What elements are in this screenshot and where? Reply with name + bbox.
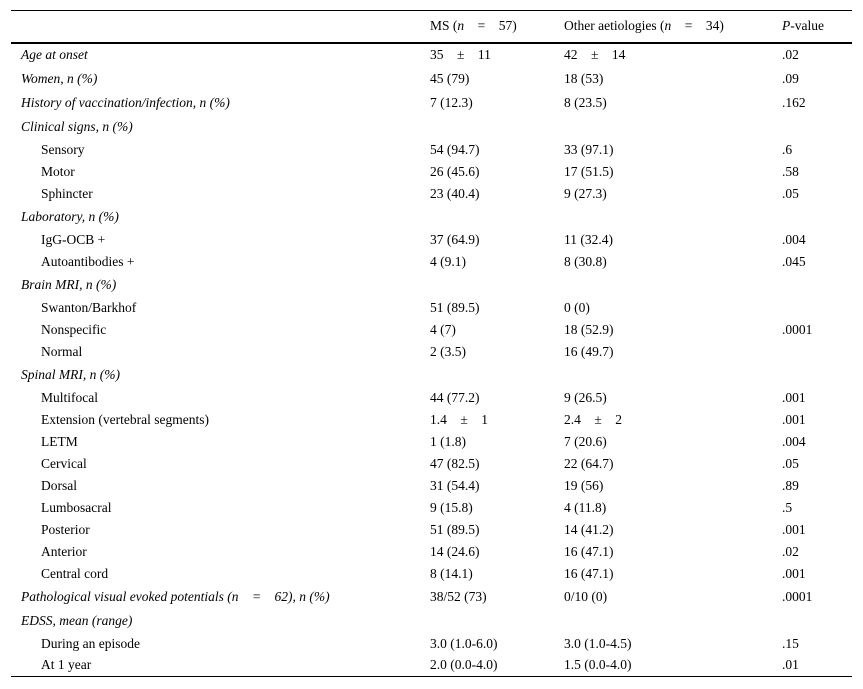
row-label: Multifocal <box>41 389 98 405</box>
p-value <box>771 297 852 319</box>
p-value: .004 <box>782 433 806 449</box>
header-other <box>553 11 771 43</box>
table-row <box>11 251 852 273</box>
ms-value: 31 (54.4) <box>430 477 480 493</box>
ms-value <box>419 115 553 139</box>
ms-value: 47 (82.5) <box>430 455 480 471</box>
ms-value: 4 (9.1) <box>430 253 466 269</box>
ms-value: 51 (89.5) <box>430 521 480 537</box>
p-value: .001 <box>782 565 806 581</box>
row-label: Lumbosacral <box>41 499 112 515</box>
table-row <box>11 183 852 205</box>
header-variable <box>11 11 419 43</box>
p-value: .15 <box>782 635 799 651</box>
header-ms-prefix: MS ( <box>430 18 458 34</box>
ms-value: 51 (89.5) <box>430 299 480 315</box>
p-value <box>771 273 852 297</box>
ms-value: 2.0 (0.0-4.0) <box>419 655 553 677</box>
row-label: Sphincter <box>41 185 93 201</box>
table-row <box>11 563 852 585</box>
table-row <box>11 319 852 341</box>
table-row <box>11 229 852 251</box>
ms-value: 23 (40.4) <box>430 185 480 201</box>
ms-value <box>419 609 553 633</box>
table-row <box>11 519 852 541</box>
row-label: During an episode <box>41 635 140 651</box>
p-value <box>771 609 852 633</box>
row-label: Motor <box>41 163 75 179</box>
table-section-row <box>11 43 852 67</box>
ms-value: 54 (94.7) <box>430 141 480 157</box>
other-value: 0/10 (0) <box>564 588 608 604</box>
p-value: .58 <box>782 163 799 179</box>
p-value: .001 <box>782 411 806 427</box>
other-value: 33 (97.1) <box>564 141 614 157</box>
table-section-row <box>11 205 852 229</box>
row-label-section: Pathological visual evoked potentials (n = 62), n (%) <box>21 588 330 604</box>
header-ms-var: n <box>457 18 465 34</box>
ms-value: 26 (45.6) <box>430 163 480 179</box>
ms-value: 14 (24.6) <box>430 543 480 559</box>
other-value: 9 (27.3) <box>564 185 607 201</box>
table-row <box>11 541 852 563</box>
p-value: .162 <box>782 94 806 110</box>
other-value: 9 (26.5) <box>564 389 607 405</box>
row-label-section: Laboratory, n (%) <box>21 208 119 224</box>
p-value: .02 <box>782 47 799 62</box>
table-row <box>11 139 852 161</box>
table-section-row <box>11 67 852 91</box>
row-label: Anterior <box>41 543 87 559</box>
ms-value: 44 (77.2) <box>430 389 480 405</box>
p-value <box>771 363 852 387</box>
other-value <box>553 273 771 297</box>
row-label: Extension (vertebral segments) <box>41 411 209 427</box>
other-value: 2.4 ± 2 <box>564 411 623 427</box>
other-value: 17 (51.5) <box>564 163 614 179</box>
row-label: IgG-OCB + <box>41 231 106 247</box>
table-section-row <box>11 273 852 297</box>
table-section-row <box>11 585 852 609</box>
ms-value: 38/52 (73) <box>430 588 487 604</box>
ms-value: 7 (12.3) <box>430 94 473 110</box>
table-row <box>11 453 852 475</box>
table-section-row <box>11 609 852 633</box>
ms-value: 37 (64.9) <box>430 231 480 247</box>
table-row <box>11 161 852 183</box>
row-label: Dorsal <box>41 477 77 493</box>
p-value: .0001 <box>782 588 813 604</box>
header-other-prefix: Other aetiologies ( <box>564 18 665 34</box>
table-row <box>11 297 852 319</box>
header-ms-suffix: = 57) <box>464 18 517 34</box>
p-value: .5 <box>782 499 793 515</box>
row-label: Sensory <box>41 141 85 157</box>
other-value: 22 (64.7) <box>564 455 614 471</box>
p-value: .89 <box>782 477 799 493</box>
table-section-row <box>11 91 852 115</box>
other-value: 19 (56) <box>564 477 604 493</box>
ms-value: 9 (15.8) <box>430 499 473 515</box>
table-row <box>11 409 852 431</box>
row-label: Swanton/Barkhof <box>41 299 137 315</box>
other-value: 8 (23.5) <box>564 94 607 110</box>
row-label: Posterior <box>41 521 90 537</box>
table-row <box>11 475 852 497</box>
row-label-section: Women, n (%) <box>21 70 98 86</box>
row-label: Normal <box>41 343 83 359</box>
other-value: 42 ± 14 <box>564 47 626 62</box>
other-value <box>553 205 771 229</box>
p-value: .02 <box>782 543 799 559</box>
p-value <box>771 205 852 229</box>
ms-value: 35 ± 11 <box>430 47 491 62</box>
ms-value <box>419 205 553 229</box>
row-label-section: Age at onset <box>21 47 88 62</box>
table-section-row <box>11 115 852 139</box>
other-value: 7 (20.6) <box>564 433 607 449</box>
row-label: LETM <box>41 433 78 449</box>
ms-value <box>419 363 553 387</box>
ms-value: 2 (3.5) <box>430 343 466 359</box>
table-section-row <box>11 363 852 387</box>
ms-value: 1 (1.8) <box>430 433 466 449</box>
p-value: .0001 <box>782 321 813 337</box>
p-value: .01 <box>771 655 852 677</box>
row-label: Autoantibodies + <box>41 253 135 269</box>
p-value: .05 <box>782 185 799 201</box>
other-value <box>553 609 771 633</box>
table-row <box>11 655 852 677</box>
row-label-section: EDSS, mean (range) <box>21 612 133 628</box>
row-label: Central cord <box>41 565 109 581</box>
p-value: .004 <box>782 231 806 247</box>
other-value: 1.5 (0.0-4.0) <box>553 655 771 677</box>
other-value: 8 (30.8) <box>564 253 607 269</box>
p-value: .001 <box>782 521 806 537</box>
other-value: 16 (47.1) <box>564 565 614 581</box>
other-value: 3.0 (1.0-4.5) <box>564 635 632 651</box>
row-label-section: Clinical signs, n (%) <box>21 118 133 134</box>
other-value: 0 (0) <box>564 299 590 315</box>
p-value <box>771 341 852 363</box>
other-value: 18 (52.9) <box>564 321 614 337</box>
other-value <box>553 363 771 387</box>
header-pvalue <box>771 11 852 43</box>
p-value: .045 <box>782 253 806 269</box>
table-body <box>11 43 852 677</box>
row-label: Nonspecific <box>41 321 107 337</box>
p-value <box>771 115 852 139</box>
p-value: .09 <box>782 70 799 86</box>
results-table <box>11 10 852 677</box>
row-label-section: History of vaccination/infection, n (%) <box>21 94 230 110</box>
row-label-section: Brain MRI, n (%) <box>21 276 117 292</box>
row-label-section: Spinal MRI, n (%) <box>21 366 120 382</box>
ms-value: 4 (7) <box>430 321 456 337</box>
p-value: .05 <box>782 455 799 471</box>
other-value: 14 (41.2) <box>564 521 614 537</box>
p-value: .6 <box>782 141 793 157</box>
header-other-suffix: = 34) <box>671 18 724 34</box>
ms-value: 3.0 (1.0-6.0) <box>430 635 498 651</box>
table-header-row <box>11 11 852 43</box>
table-row <box>11 341 852 363</box>
table-row <box>11 431 852 453</box>
table-row <box>11 387 852 409</box>
header-pvalue-var: P <box>782 18 791 34</box>
ms-value: 8 (14.1) <box>430 565 473 581</box>
header-ms <box>419 11 553 43</box>
other-value: 16 (47.1) <box>564 543 614 559</box>
other-value <box>553 115 771 139</box>
ms-value: 45 (79) <box>430 70 470 86</box>
other-value: 11 (32.4) <box>564 231 613 247</box>
other-value: 16 (49.7) <box>564 343 614 359</box>
row-label: At 1 year <box>11 655 419 677</box>
table-row <box>11 633 852 655</box>
row-label: Cervical <box>41 455 87 471</box>
header-pvalue-suffix: -value <box>790 18 824 34</box>
table-row <box>11 497 852 519</box>
other-value: 4 (11.8) <box>564 499 607 515</box>
other-value: 18 (53) <box>564 70 604 86</box>
header-other-var: n <box>664 18 672 34</box>
p-value: .001 <box>782 389 806 405</box>
ms-value <box>419 273 553 297</box>
ms-value: 1.4 ± 1 <box>430 411 489 427</box>
